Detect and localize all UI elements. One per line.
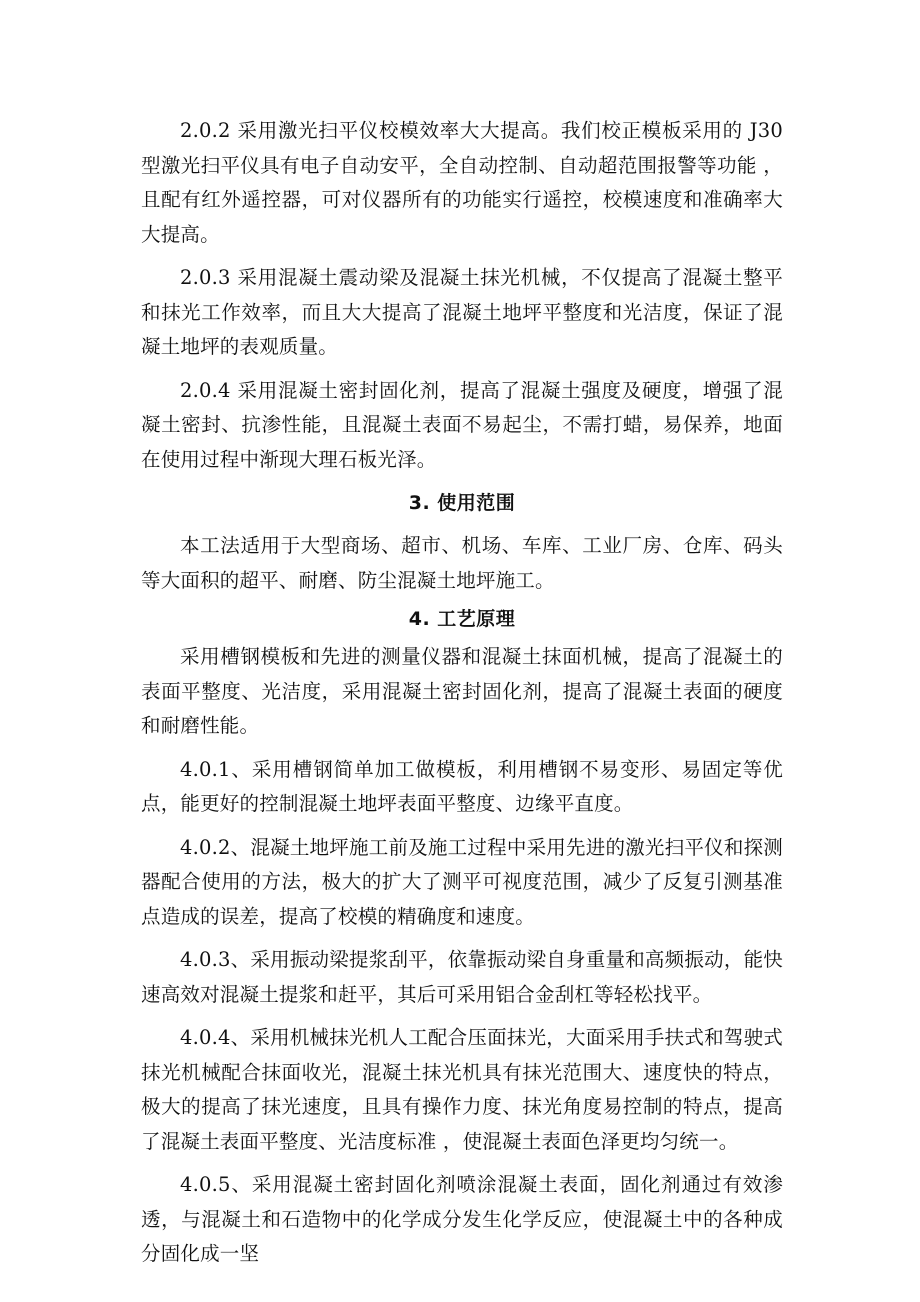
paragraph-4-0-1: 4.0.1、采用槽钢简单加工做模板，利用槽钢不易变形、易固定等优点，能更好的控制混凝土地坪表面平整度、边缘平直度。 (141, 757, 783, 815)
paragraph-2-0-4: 2.0.4 采用混凝土密封固化剂，提高了混凝土强度及硬度，增强了混凝土密封、抗渗性能，且混凝土表面不易起尘，不需打蜡，易保养，地面在使用过程中渐现大理石板光泽。 (141, 378, 783, 471)
paragraph-2-0-3: 2.0.3 采用混凝土震动梁及混凝土抹光机械，不仅提高了混凝土整平和抹光工作效率，而且大大提高了混凝土地坪平整度和光洁度，保证了混凝土地坪的表观质量。 (141, 266, 783, 358)
paragraph-4-0-2: 4.0.2、混凝土地坪施工前及施工过程中采用先进的激光扫平仪和探测器配合使用的方法，极大的扩大了测平可视度范围，减少了反复引测基准点造成的误差，提高了校模的精确度和速度。 (141, 835, 783, 928)
document-body (141, 114, 783, 1272)
paragraph-4-0-3: 4.0.3、采用振动梁提浆刮平，依靠振动梁自身重量和高频振动，能快速高效对混凝土提浆和赶平，其后可采用铝合金刮杠等轻松找平。 (141, 948, 783, 1006)
section-heading-scope: 3. 使用范围 (408, 492, 516, 514)
paragraph-4-0-4: 4.0.4、采用机械抹光机人工配合压面抹光，大面采用手扶式和驾驶式抹光机械配合抹面收光，混凝土抹光机具有抹光范围大、速度快的特点，极大的提高了抹光速度，且具有操作力度、抹光角度易控制的特点，提高了混凝土表面平整度、光洁度标准 ，使混凝土表面色泽更均匀统一。 (141, 1026, 783, 1153)
paragraph-principle-intro: 采用槽钢模板和先进的测量仪器和混凝土抹面机械，提高了混凝土的表面平整度、光洁度，采用混凝土密封固化剂，提高了混凝土表面的硬度和耐磨性能。 (141, 645, 783, 737)
section-heading-principle: 4. 工艺原理 (408, 608, 516, 630)
paragraph-scope: 本工法适用于大型商场、超市、机场、车库、工业厂房、仓库、码头等大面积的超平、耐磨、防尘混凝土地坪施工。 (141, 534, 783, 592)
paragraph-2-0-2: 2.0.2 采用激光扫平仪校模效率大大提高。我们校正模板采用的 J30 型激光扫平仪具有电子自动安平，全自动控制、自动超范围报警等功能 ，且配有红外遥控器，可对仪器所有的功能实行遥控，校模速度和准确率大大提高。 (141, 119, 783, 246)
paragraph-4-0-5: 4.0.5、采用混凝土密封固化剂喷涂混凝土表面，固化剂通过有效渗透，与混凝土和石造物中的化学成分发生化学反应，使混凝土中的各种成分固化成一坚 (141, 1173, 783, 1265)
